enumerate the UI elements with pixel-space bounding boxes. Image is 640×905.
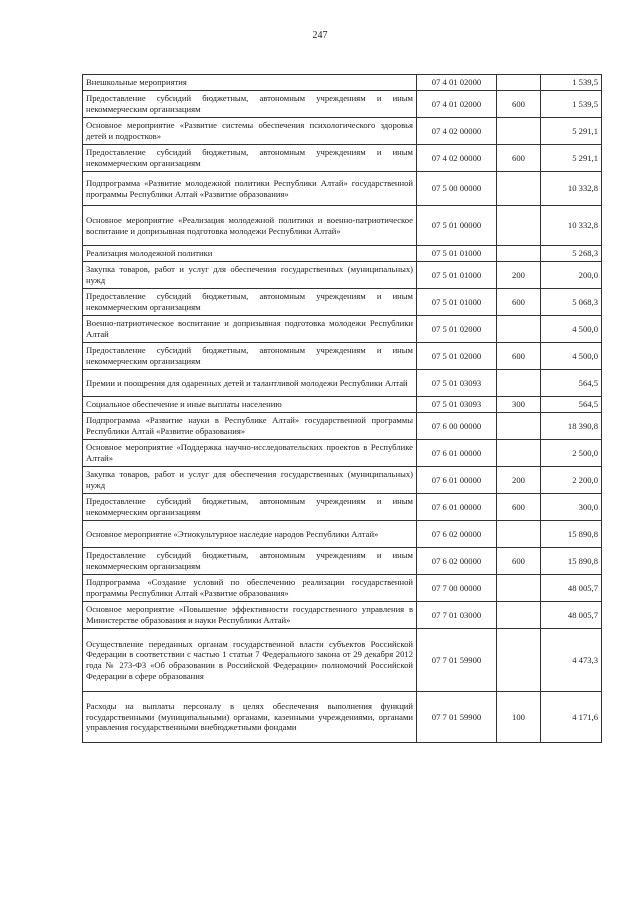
row-sum-cell: 5 291,1	[541, 118, 602, 145]
row-sum-cell: 300,0	[541, 494, 602, 521]
row-code-cell: 07 5 01 01000	[417, 262, 497, 289]
row-expense-type-cell	[497, 206, 541, 246]
row-name-cell: Военно-патриотическое воспитание и допризывная подготовка молодежи Республики Алтай	[83, 316, 417, 343]
row-code-cell: 07 5 01 01000	[417, 246, 497, 262]
row-name-cell: Подпрограмма «Развитие молодежной политики Республики Алтай» государственной программы Республики Алтай «Развитие образования»	[83, 172, 417, 206]
row-expense-type-cell	[497, 246, 541, 262]
row-sum-cell: 15 890,8	[541, 548, 602, 575]
row-sum-cell: 564,5	[541, 397, 602, 413]
row-name-cell: Осуществление переданных органам государственной власти субъектов Российской Федерации в соответствии с частью 1 статьи 7 Федерального закона от 29 декабря 2012 года № 273-ФЗ «Об образовании в Российской Федерации» полномочий Российской Федерации в сфере образования	[83, 629, 417, 692]
row-expense-type-cell	[497, 521, 541, 548]
table-row	[83, 289, 602, 316]
row-name-cell: Основное мероприятие «Повышение эффективности государственного управления в Министерстве образования и науки Республики Алтай»	[83, 602, 417, 629]
table-row	[83, 246, 602, 262]
table-row	[83, 602, 602, 629]
row-expense-type-cell: 600	[497, 145, 541, 172]
row-expense-type-cell	[497, 602, 541, 629]
row-expense-type-cell: 100	[497, 692, 541, 743]
row-name-cell: Реализация молодежной политики	[83, 246, 417, 262]
row-code-cell: 07 5 01 03093	[417, 397, 497, 413]
row-sum-cell: 2 500,0	[541, 440, 602, 467]
row-sum-cell: 200,0	[541, 262, 602, 289]
row-expense-type-cell: 200	[497, 467, 541, 494]
row-name-cell: Предоставление субсидий бюджетным, автономным учреждениям и иным некоммерческим организациям	[83, 343, 417, 370]
row-expense-type-cell	[497, 118, 541, 145]
row-expense-type-cell	[497, 370, 541, 397]
row-sum-cell: 48 005,7	[541, 575, 602, 602]
row-expense-type-cell: 600	[497, 343, 541, 370]
row-sum-cell: 10 332,8	[541, 172, 602, 206]
table-row	[83, 145, 602, 172]
row-name-cell: Подпрограмма «Создание условий по обеспечению реализации государственной программы Республики Алтай «Развитие образования»	[83, 575, 417, 602]
row-sum-cell: 564,5	[541, 370, 602, 397]
row-sum-cell: 10 332,8	[541, 206, 602, 246]
page-number: 247	[312, 30, 328, 41]
row-sum-cell: 48 005,7	[541, 602, 602, 629]
table-row	[83, 343, 602, 370]
row-sum-cell: 5 068,3	[541, 289, 602, 316]
row-name-cell: Основное мероприятие «Этнокультурное наследие народов Республики Алтай»	[83, 521, 417, 548]
row-code-cell: 07 4 02 00000	[417, 145, 497, 172]
row-code-cell: 07 5 01 00000	[417, 206, 497, 246]
row-expense-type-cell	[497, 75, 541, 91]
row-name-cell: Социальное обеспечение и иные выплаты населению	[83, 397, 417, 413]
row-name-cell: Основное мероприятие «Развитие системы обеспечения психологического здоровья детей и подростков»	[83, 118, 417, 145]
budget-table-body	[83, 75, 602, 743]
row-code-cell: 07 4 01 02000	[417, 75, 497, 91]
row-code-cell: 07 7 01 59900	[417, 629, 497, 692]
table-row	[83, 370, 602, 397]
row-expense-type-cell	[497, 440, 541, 467]
row-code-cell: 07 4 01 02000	[417, 91, 497, 118]
row-code-cell: 07 6 01 00000	[417, 467, 497, 494]
row-code-cell: 07 5 00 00000	[417, 172, 497, 206]
row-code-cell: 07 4 02 00000	[417, 118, 497, 145]
row-name-cell: Закупка товаров, работ и услуг для обеспечения государственных (муниципальных) нужд	[83, 467, 417, 494]
row-code-cell: 07 5 01 03093	[417, 370, 497, 397]
table-row	[83, 262, 602, 289]
row-sum-cell: 4 500,0	[541, 343, 602, 370]
row-sum-cell: 18 390,8	[541, 413, 602, 440]
table-row	[83, 397, 602, 413]
table-row	[83, 413, 602, 440]
row-expense-type-cell: 600	[497, 548, 541, 575]
row-sum-cell: 15 890,8	[541, 521, 602, 548]
table-row	[83, 692, 602, 743]
table-row	[83, 521, 602, 548]
row-sum-cell: 4 500,0	[541, 316, 602, 343]
row-sum-cell: 5 291,1	[541, 145, 602, 172]
row-expense-type-cell: 600	[497, 289, 541, 316]
row-code-cell: 07 6 02 00000	[417, 521, 497, 548]
row-sum-cell: 4 473,3	[541, 629, 602, 692]
row-expense-type-cell	[497, 575, 541, 602]
row-expense-type-cell	[497, 316, 541, 343]
row-name-cell: Предоставление субсидий бюджетным, автономным учреждениям и иным некоммерческим организациям	[83, 494, 417, 521]
row-name-cell: Основное мероприятие «Реализация молодежной политики и военно-патриотическое воспитание и допризывная подготовка молодежи Республики Алтай»	[83, 206, 417, 246]
row-sum-cell: 1 539,5	[541, 91, 602, 118]
table-row	[83, 575, 602, 602]
row-sum-cell: 5 268,3	[541, 246, 602, 262]
row-expense-type-cell	[497, 172, 541, 206]
row-name-cell: Основное мероприятие «Поддержка научно-исследовательских проектов в Республике Алтай»	[83, 440, 417, 467]
row-sum-cell: 2 200,0	[541, 467, 602, 494]
row-name-cell: Закупка товаров, работ и услуг для обеспечения государственных (муниципальных) нужд	[83, 262, 417, 289]
row-name-cell: Предоставление субсидий бюджетным, автономным учреждениям и иным некоммерческим организациям	[83, 548, 417, 575]
row-expense-type-cell: 600	[497, 494, 541, 521]
row-expense-type-cell: 600	[497, 91, 541, 118]
budget-table	[82, 74, 602, 743]
row-code-cell: 07 5 01 02000	[417, 343, 497, 370]
row-code-cell: 07 5 01 02000	[417, 316, 497, 343]
row-code-cell: 07 6 00 00000	[417, 413, 497, 440]
row-name-cell: Предоставление субсидий бюджетным, автономным учреждениям и иным некоммерческим организациям	[83, 145, 417, 172]
row-name-cell: Внешкольные мероприятия	[83, 75, 417, 91]
table-row	[83, 118, 602, 145]
table-row	[83, 91, 602, 118]
row-name-cell: Предоставление субсидий бюджетным, автономным учреждениям и иным некоммерческим организациям	[83, 91, 417, 118]
row-code-cell: 07 7 01 59900	[417, 692, 497, 743]
row-code-cell: 07 6 02 00000	[417, 548, 497, 575]
table-row	[83, 206, 602, 246]
table-row	[83, 172, 602, 206]
row-code-cell: 07 7 00 00000	[417, 575, 497, 602]
row-name-cell: Расходы на выплаты персоналу в целях обеспечения выполнения функций государственными (муниципальными) органами, казенными учреждениями, органами управления государственными внебюджетными фондами	[83, 692, 417, 743]
row-expense-type-cell	[497, 413, 541, 440]
row-name-cell: Премии и поощрения для одаренных детей и талантливой молодежи Республики Алтай	[83, 370, 417, 397]
table-row	[83, 629, 602, 692]
table-row	[83, 494, 602, 521]
table-row	[83, 440, 602, 467]
table-row	[83, 316, 602, 343]
row-code-cell: 07 7 01 03000	[417, 602, 497, 629]
row-code-cell: 07 6 01 00000	[417, 494, 497, 521]
table-row	[83, 548, 602, 575]
row-code-cell: 07 5 01 01000	[417, 289, 497, 316]
row-sum-cell: 4 171,6	[541, 692, 602, 743]
row-sum-cell: 1 539,5	[541, 75, 602, 91]
table-row	[83, 75, 602, 91]
row-expense-type-cell: 200	[497, 262, 541, 289]
table-row	[83, 467, 602, 494]
row-name-cell: Подпрограмма «Развитие науки в Республике Алтай» государственной программы Республики Алтай «Развитие образования»	[83, 413, 417, 440]
row-expense-type-cell: 300	[497, 397, 541, 413]
row-expense-type-cell	[497, 629, 541, 692]
row-name-cell: Предоставление субсидий бюджетным, автономным учреждениям и иным некоммерческим организациям	[83, 289, 417, 316]
row-code-cell: 07 6 01 00000	[417, 440, 497, 467]
